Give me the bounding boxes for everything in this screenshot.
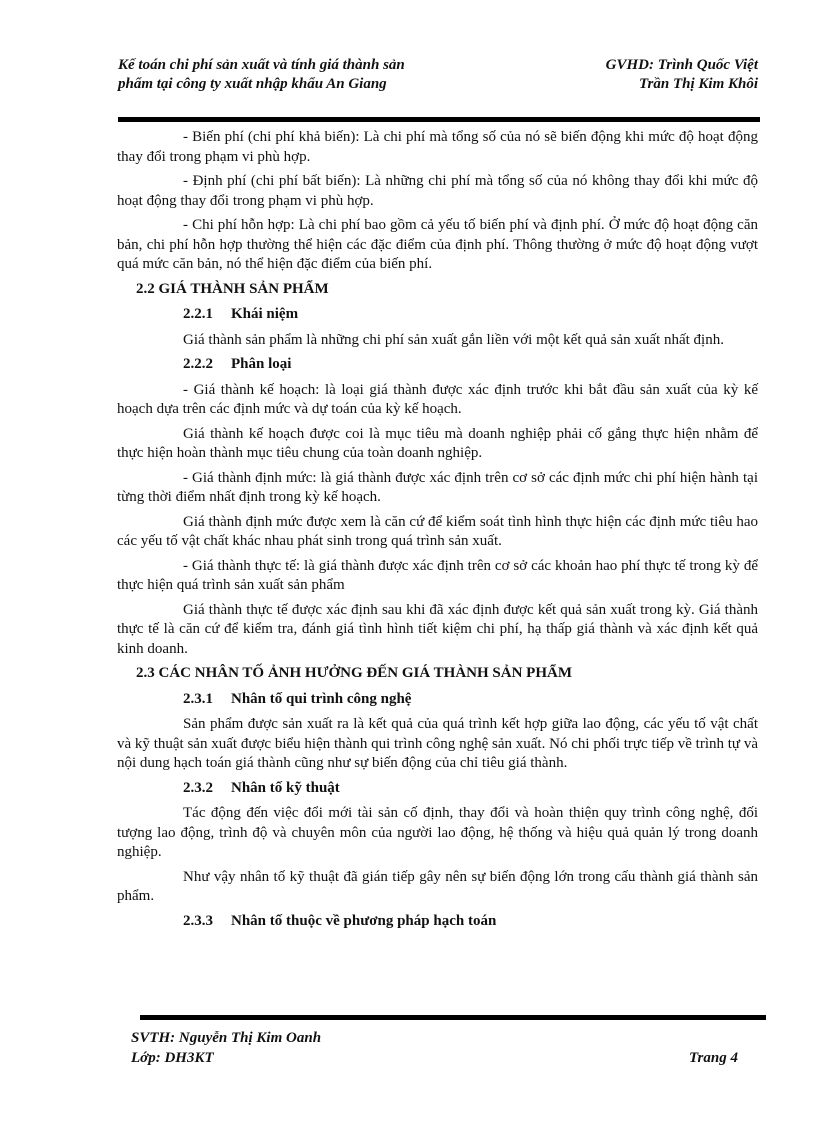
paragraph-technical-factor: Tác động đến việc đổi mới tài sản cố định, thay đổi và hoàn thiện quy trình công nghệ, đối tượng lao động, trình độ và chuyên môn của người lao động, hệ thống và hiệu quả quản lý trong doanh nghiệp. <box>117 805 758 860</box>
paragraph-planned-cost: - Giá thành kế hoạch: là loại giá thành được xác định trước khi bắt đầu sản xuất của kỳ kế hoạch dựa trên các định mức và dự toán của kỳ kế hoạch. <box>117 381 758 417</box>
subsection-title: Nhân tố thuộc về phương pháp hạch toán <box>231 912 497 929</box>
paragraph-mixed-cost: - Chi phí hỗn hợp: Là chi phí bao gồm cả yếu tố biến phí và định phí. Ở mức độ hoạt động căn bản, chi phí hỗn hợp thường thể hiện các đặc điểm của định phí. Thông thường ở mức độ hoạt động vượt quá mức căn bản, nó thể hiện đặc điểm của biến phí. <box>117 217 758 272</box>
supervisor-line-2: Trần Thị Kim Khôi <box>638 76 758 92</box>
document-title <box>118 56 405 94</box>
header-rule <box>118 117 760 122</box>
page-number: Trang 4 <box>688 1050 738 1066</box>
supervisor-line-1: GVHD: Trình Quốc Việt <box>605 57 758 73</box>
subsection-heading-2-3-3 <box>117 912 758 932</box>
subsection-heading-2-3-1 <box>117 690 758 710</box>
subsection-number: 2.3.1 <box>183 690 213 707</box>
subsection-number: 2.2.1 <box>183 306 213 322</box>
page-footer <box>131 1028 738 1068</box>
paragraph-actual-cost: - Giá thành thực tế: là giá thành được xác định trên cơ sở các khoản hao phí thực tế trong kỳ để thực hiện quá trình sản xuất sản phẩm <box>117 557 758 593</box>
paragraph-standard-cost-control: Giá thành định mức được xem là căn cứ để kiểm soát tình hình thực hiện các định mức tiêu hao các yếu tố vật chất khác nhau phát sinh trong quá trình sản xuất. <box>117 513 758 549</box>
subsection-title: Nhân tố qui trình công nghệ <box>231 690 412 707</box>
paragraph-technical-factor-impact: Như vậy nhân tố kỹ thuật đã gián tiếp gây nên sự biến động lớn trong cấu thành giá thành sản phẩm. <box>117 868 758 904</box>
paragraph-actual-cost-use: Giá thành thực tế được xác định sau khi đã xác định được kết quả sản xuất trong kỳ. Giá thành thực tế là căn cứ để kiểm tra, đánh giá tình hình tiết kiệm chi phí, hạ thấp giá thành và xác định kết quả kinh doanh. <box>117 601 758 657</box>
subsection-title: Khái niệm <box>231 306 299 322</box>
section-heading-2-3: 2.3 CÁC NHÂN TỐ ẢNH HƯỞNG ĐẾN GIÁ THÀNH SẢN PHẨM <box>136 665 572 681</box>
subsection-heading-2-2-2 <box>117 355 758 375</box>
subsection-number: 2.3.3 <box>183 912 213 929</box>
subsection-heading-2-2-1 <box>117 305 758 325</box>
footer-rule <box>140 1015 766 1020</box>
paragraph-standard-cost: - Giá thành định mức: là giá thành được xác định trên cơ sở các định mức chi phí hiện hành tại từng thời điểm nhất định trong kỳ kế hoạch. <box>117 469 758 505</box>
paragraph-process-factor: Sản phẩm được sản xuất ra là kết quả của quá trình kết hợp giữa lao động, các yếu tố vật chất và kỹ thuật sản xuất được biểu hiện thành qui trình công nghệ sản xuất. Nó chi phối trực tiếp về trình tự và nội dung hạch toán giá thành cũng như sự biến động của chỉ tiêu giá thành. <box>117 716 758 771</box>
document-title-line-1: Kế toán chi phí sản xuất và tính giá thành sản <box>118 57 405 73</box>
subsection-number: 2.3.2 <box>183 779 213 796</box>
section-heading-2-2: 2.2 GIÁ THÀNH SẢN PHẨM <box>136 280 329 297</box>
subsection-title: Phân loại <box>231 356 292 372</box>
paragraph-variable-cost: - Biến phí (chi phí khả biến): Là chi phí mà tổng số của nó sẽ biến động khi mức độ hoạt động thay đổi trong phạm vi phù hợp. <box>117 129 758 165</box>
page-body <box>117 128 758 937</box>
supervisor-block <box>606 56 758 94</box>
class-name: Lớp: DH3KT <box>131 1050 214 1066</box>
paragraph-fixed-cost: - Định phí (chi phí bất biến): Là những chi phí mà tổng số của nó không thay đổi khi mức độ hoạt động thay đổi trong phạm vi phù hợp. <box>117 173 758 209</box>
subsection-title: Nhân tố kỹ thuật <box>231 779 340 796</box>
document-title-line-2: phẩm tại công ty xuất nhập khẩu An Giang <box>118 76 387 92</box>
paragraph-definition: Giá thành sản phẩm là những chi phí sản xuất gắn liền với một kết quả sản xuất nhất định. <box>183 331 724 348</box>
subsection-heading-2-3-2 <box>117 779 758 799</box>
paragraph-planned-cost-goal: Giá thành kế hoạch được coi là mục tiêu mà doanh nghiệp phải cố gắng thực hiện nhằm để thực hiện hoàn thành mục tiêu chung của toàn doanh nghiệp. <box>117 425 758 461</box>
student-name: SVTH: Nguyễn Thị Kim Oanh <box>131 1030 322 1046</box>
subsection-number: 2.2.2 <box>183 356 213 372</box>
